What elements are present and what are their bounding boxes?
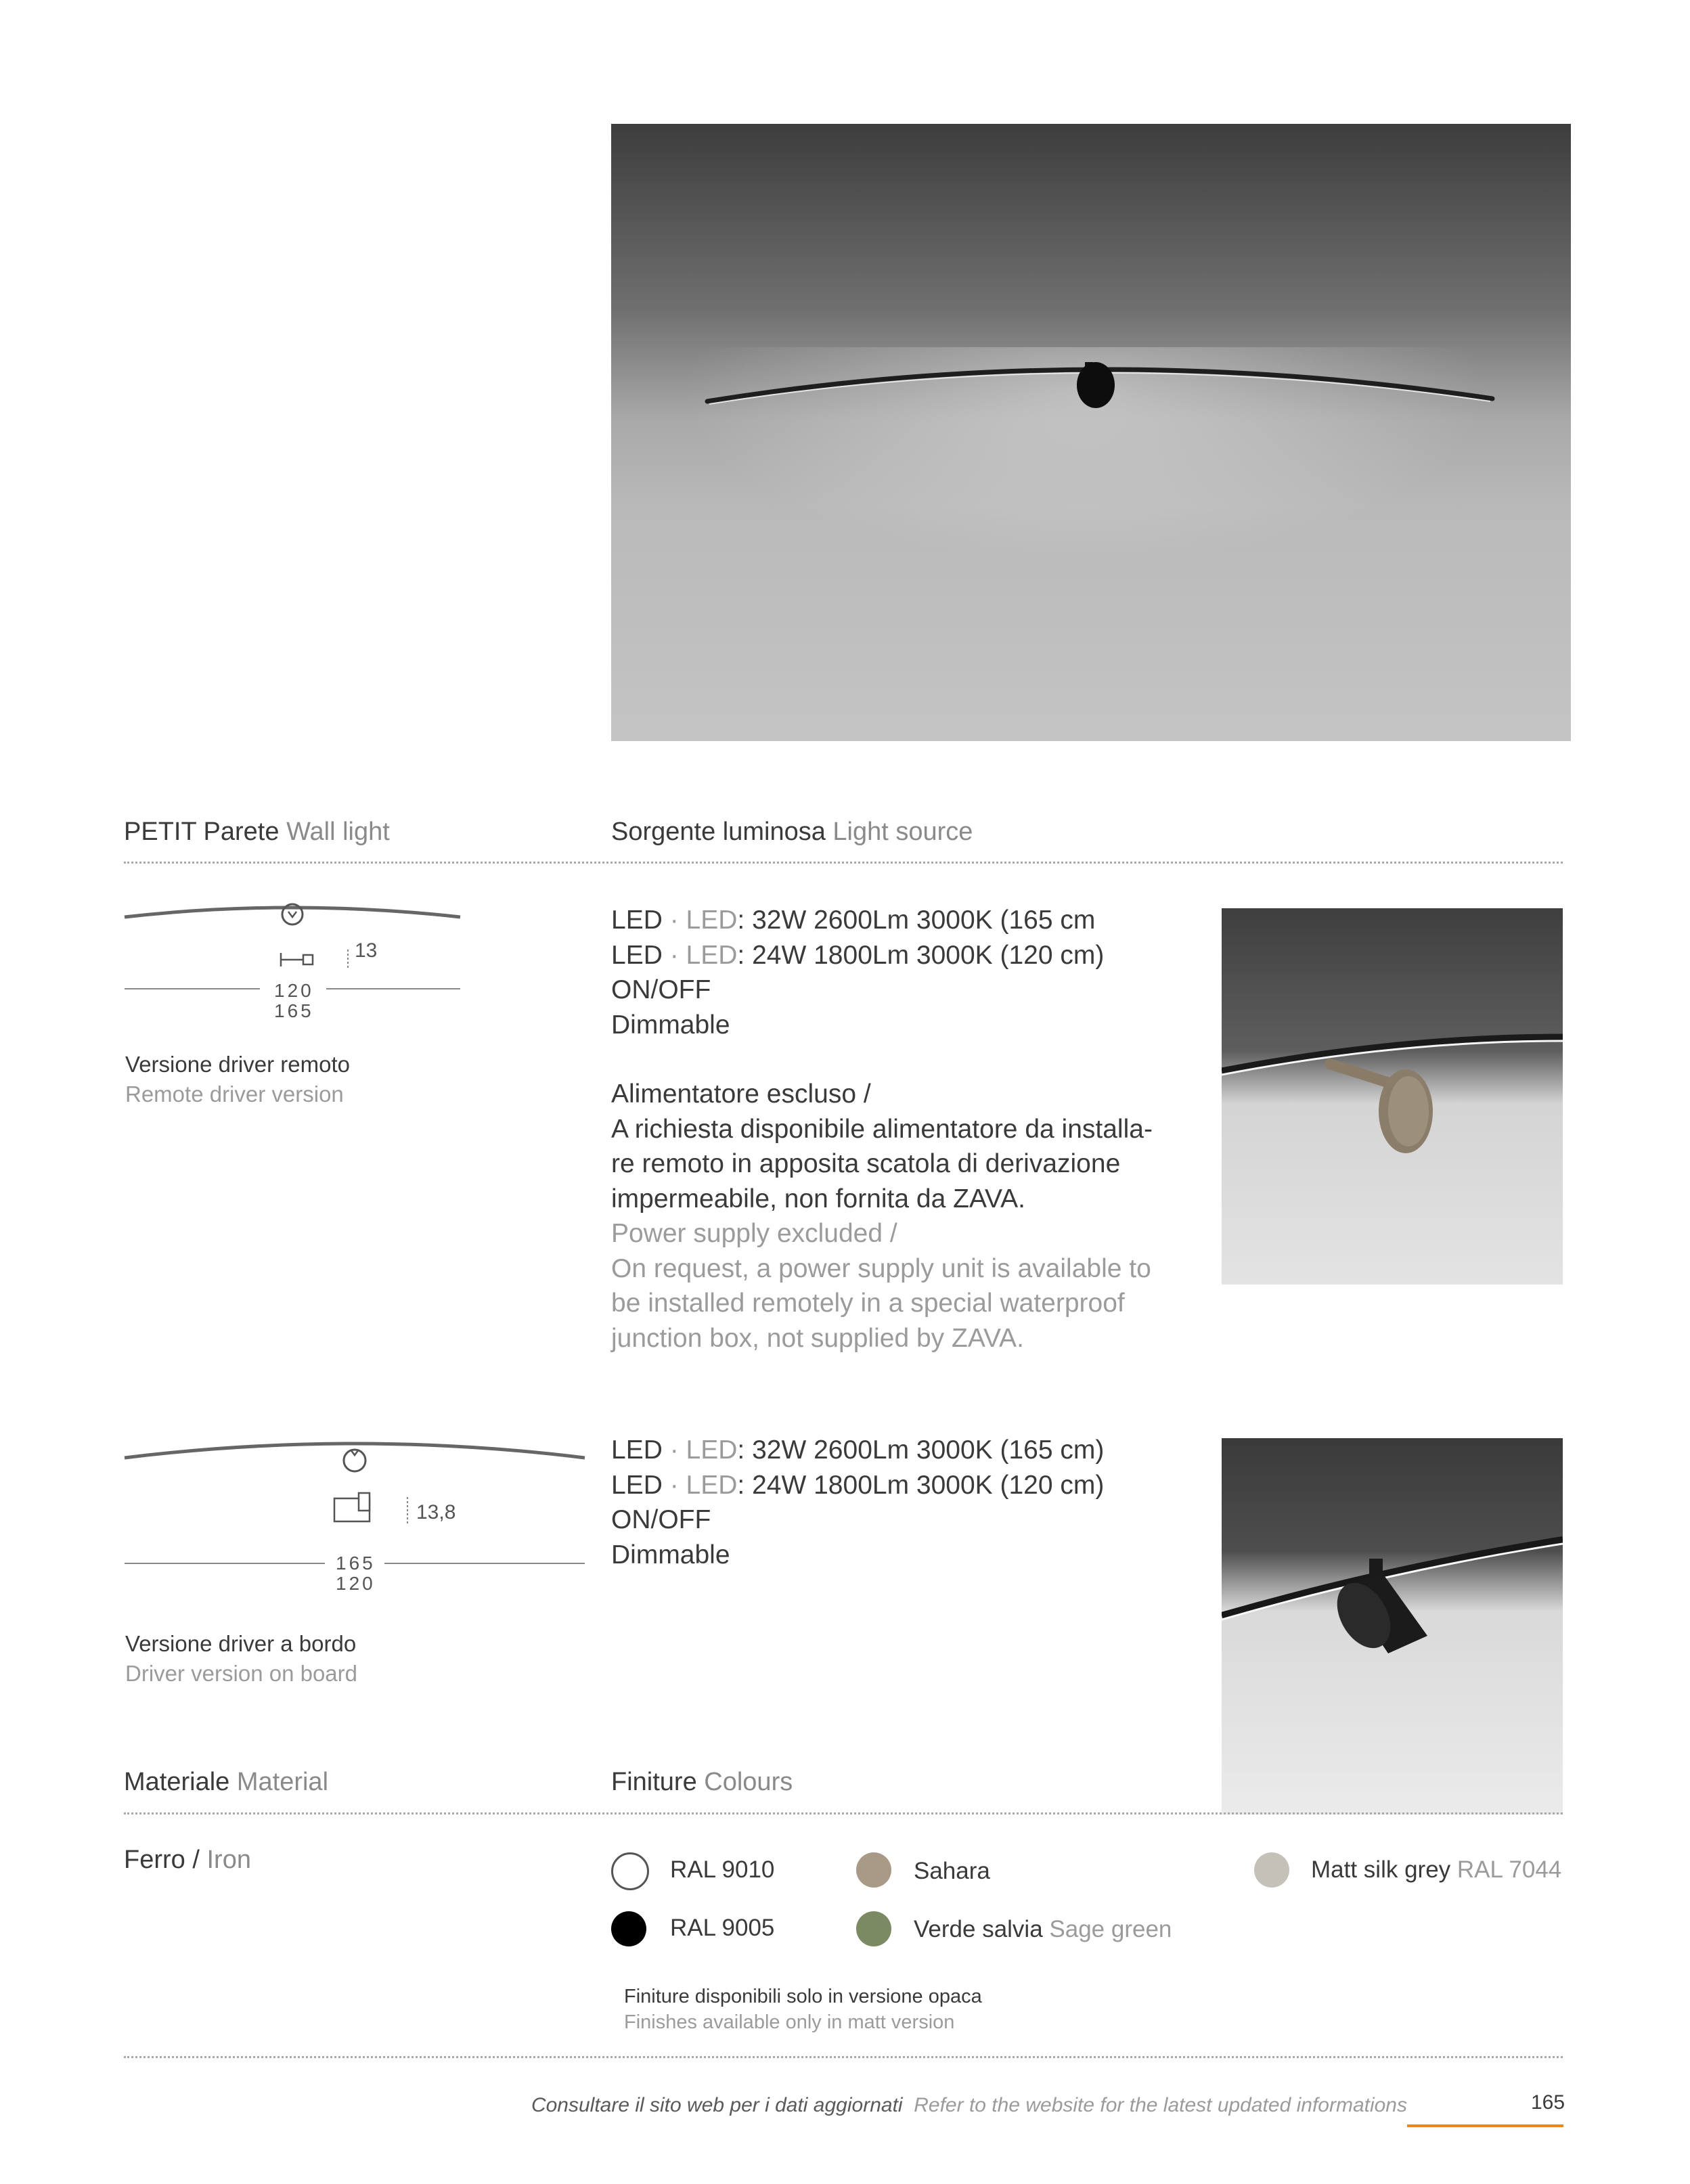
divider [124,2056,1563,2058]
remote-notes: Alimentatore escluso / A richiesta disponibile alimentatore da installa- re remoto in apposita scatola di derivazione impermeabile, non fornita da ZAVA. Power supply excluded / On request, a power supply unit is available to be installed remotely in a special waterproof junction box, not supplied by ZAVA. [611,1079,1153,1353]
page-number: 165 [1531,2091,1565,2114]
onboard-detail-illustration [1222,1438,1563,1814]
colours-title: Finiture Colours [611,1768,793,1796]
remote-height-dim: 13 [355,939,378,962]
swatch-label-sahara: Sahara [914,1858,990,1884]
onboard-length-a: 165 [336,1553,376,1574]
remote-length-a: 120 [274,980,314,1001]
remote-detail-illustration [1222,908,1563,1285]
remote-caption-en: Remote driver version [125,1082,344,1107]
onboard-height-dim: 13,8 [416,1501,456,1523]
swatch-sahara [856,1852,891,1888]
swatch-label-ral-9010: RAL 9010 [670,1856,775,1883]
material-value: Ferro / Iron [124,1846,251,1874]
finish-note-en: Finishes available only in matt version [624,2011,955,2033]
divider [124,1812,1563,1814]
light-source-title: Sorgente luminosa Light source [611,818,973,846]
onboard-caption-en: Driver version on board [125,1661,357,1686]
finish-note-it: Finiture disponibili solo in versione opaca [624,1986,982,2007]
spec-dimmable: Dimmable [611,1540,730,1569]
footer-accent-bar [1407,2124,1563,2127]
material-title: Materiale Material [124,1768,329,1796]
spec-line: LED · LED: 32W 2600Lm 3000K (165 cm [611,906,1096,935]
swatch-verde-salvia [856,1911,891,1946]
spec-line: LED · LED: 32W 2600Lm 3000K (165 cm) [611,1435,1105,1465]
swatch-label-verde-salvia: Verde salvia Sage green [914,1916,1172,1942]
swatch-matt-silk-grey [1254,1852,1289,1888]
spec-switch: ON/OFF [611,975,711,1004]
product-title: PETIT Parete Wall light [124,818,390,846]
remote-length-b: 165 [274,1000,314,1021]
swatch-ral-9010 [611,1852,649,1890]
onboard-caption-it: Versione driver a bordo [125,1631,357,1656]
spec-line: LED · LED: 24W 1800Lm 3000K (120 cm) [611,1470,1105,1500]
footer-text: Consultare il sito web per i dati aggiornati Refer to the website for the latest updated informations [531,2094,1407,2116]
swatch-ral-9005 [611,1911,646,1946]
divider [124,862,1563,864]
swatch-label-ral-9005: RAL 9005 [670,1915,775,1941]
remote-caption-it: Versione driver remoto [125,1052,350,1077]
hero-lamp-illustration [611,124,1571,741]
spec-switch: ON/OFF [611,1505,711,1534]
spec-dimmable: Dimmable [611,1010,730,1040]
swatch-label-matt-silk-grey: Matt silk grey RAL 7044 [1311,1856,1562,1883]
spec-line: LED · LED: 24W 1800Lm 3000K (120 cm) [611,940,1105,970]
remote-specs [611,903,1104,1042]
onboard-specs [611,1433,1104,1572]
remote-detail-photo [1222,908,1563,1285]
hero-photo [611,124,1571,741]
onboard-detail-photo [1222,1438,1563,1814]
onboard-length-b: 120 [336,1573,376,1594]
